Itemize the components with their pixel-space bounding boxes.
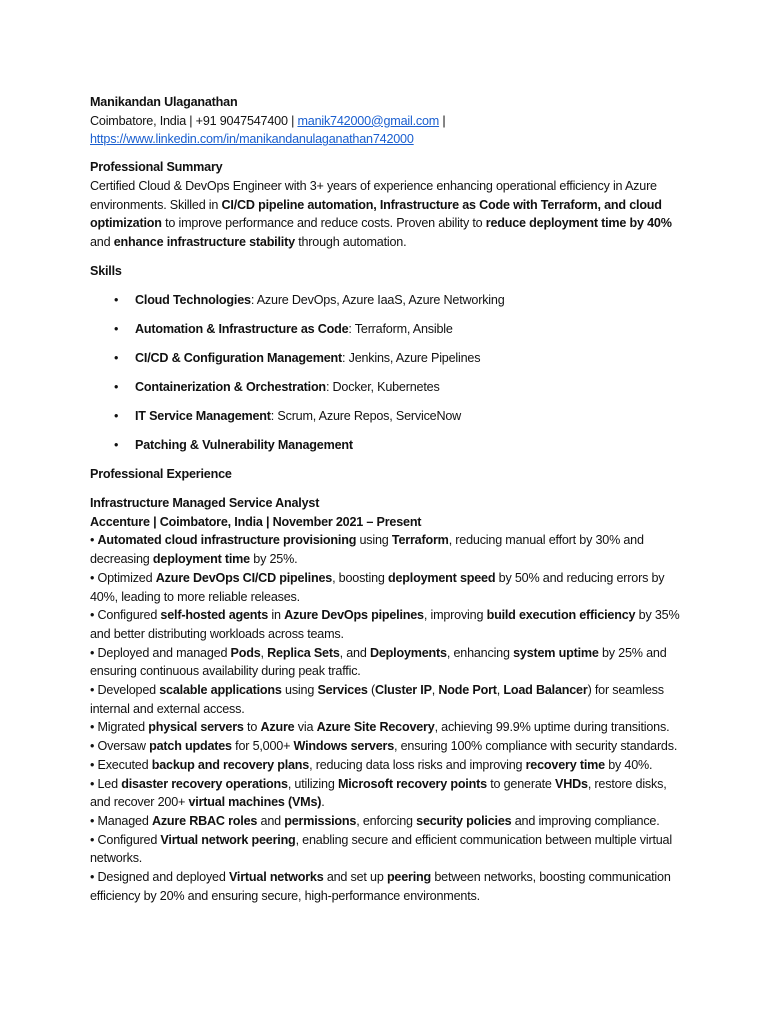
bold-text: Automated cloud infrastructure provisioning [97,533,357,548]
text-run: • Configured [90,608,161,623]
text-run: • Managed [90,813,152,828]
experience-bullet [90,812,690,831]
bold-text: Azure DevOps pipelines [284,608,424,623]
bold-text: Virtual networks [228,870,324,885]
text-run: by 25%. [250,552,298,567]
bold-text: Azure Site Recovery [316,720,435,735]
job-company-line: Accenture | Coimbatore, India | November 2021 – Present [90,514,422,529]
text-run: , [260,645,268,660]
bold-text: recovery time [525,757,605,772]
text-run: by 50% and reducing errors by 40%, leading to more reliable releases. [90,570,665,604]
text-run: and [257,813,285,828]
text-run: • Executed [90,757,152,772]
skill-item [90,291,690,310]
bold-text: reduce deployment time by 40% [485,216,672,231]
experience-bullet [90,644,690,681]
bold-text: virtual machines (VMs) [188,795,322,810]
text-run: • Migrated [90,720,149,735]
bold-text: deployment time [152,552,250,567]
skill-value: : Azure DevOps, Azure IaaS, Azure Networking [250,293,505,308]
text-run: to improve performance and reduce costs. Proven ability to [161,216,486,231]
text-run: , and [339,645,370,660]
bold-text: VHDs [555,776,588,791]
text-run: through automation. [294,234,407,249]
bold-text: CI/CD pipeline automation, Infrastructure as Code with Terraform, and cloud optimization [90,197,662,231]
bold-text: Virtual network peering [160,832,296,847]
text-run: ( [367,683,375,698]
text-run: using [281,683,318,698]
bold-text: Azure [260,720,295,735]
skills-heading: Skills [90,263,122,278]
bold-text: Microsoft recovery points [337,776,487,791]
text-run: • Developed [90,683,160,698]
experience-bullet [90,718,690,737]
experience-bullet [90,868,690,905]
text-run: • [90,533,98,548]
text-run: • Oversaw [90,739,150,754]
text-run: , reducing data loss risks and improving [309,757,526,772]
bold-text: Terraform [391,533,449,548]
bold-text: system uptime [513,645,599,660]
bold-text: Load Balancer [503,683,588,698]
text-run: and set up [323,870,387,885]
experience-bullet [90,737,690,756]
bold-text: security policies [416,813,512,828]
bold-text: physical servers [148,720,244,735]
contact-line [90,112,690,131]
text-run: , [496,683,504,698]
skill-item [90,320,690,339]
skill-value: : Scrum, Azure Repos, ServiceNow [270,409,462,424]
experience-bullet [90,569,690,606]
experience-heading: Professional Experience [90,467,232,482]
bold-text: scalable applications [159,683,282,698]
text-run: , reducing manual effort by 30% and decreasing [90,533,644,567]
text-run: , achieving 99.9% uptime during transitions. [434,720,670,735]
bold-text: Node Port [438,683,497,698]
text-run: Certified Cloud & DevOps Engineer with 3+ years of experience enhancing operational efficiency in Azure environments. Skilled in [90,178,657,212]
skill-label: IT Service Management [135,409,271,424]
summary-text [90,177,690,252]
text-run: and [90,234,114,249]
bold-text: Cluster IP [374,683,432,698]
skill-item [90,407,690,426]
bold-text: Windows servers [293,739,395,754]
text-run: by 35% and better distributing workloads across teams. [90,608,680,641]
text-run: , boosting [332,570,388,585]
job-title: Infrastructure Managed Service Analyst [90,496,320,511]
text-run: by 25% and ensuring continuous availability during peak traffic. [90,645,667,679]
bullet-icon: • [114,322,119,337]
bold-text: backup and recovery plans [151,757,310,772]
experience-bullet [90,775,690,812]
bold-text: Azure DevOps CI/CD pipelines [155,570,333,585]
text-run: to generate [486,776,556,791]
email-link[interactable]: manik742000@gmail.com [297,113,440,128]
text-run: using [356,533,392,548]
experience-bullet [90,756,690,775]
location-phone: Coimbatore, India | +91 9047547400 | [90,113,295,128]
bold-text: Services [317,683,368,698]
bold-text: Azure RBAC roles [151,813,258,828]
bullet-icon: • [114,293,119,308]
skill-label: CI/CD & Configuration Management [135,351,342,366]
bullet-icon: • [114,409,119,424]
bold-text: permissions [284,813,357,828]
text-run: , restore disks, and recover 200+ [90,776,667,810]
separator: | [442,113,446,128]
text-run: and improving compliance. [511,813,660,828]
text-run: , ensuring 100% compliance with security standards. [394,739,678,754]
bold-text: Replica Sets [267,645,340,660]
bullet-icon: • [114,351,119,366]
text-run: • Deployed and managed [90,645,231,660]
text-run: via [294,720,317,735]
skill-value: : Docker, Kubernetes [325,380,440,395]
linkedin-link[interactable]: https://www.linkedin.com/in/manikandanulaganathan742000 [90,132,414,147]
bullet-icon: • [114,380,119,395]
linkedin-line [90,130,690,149]
text-run: ) for seamless internal and external access. [90,683,664,716]
text-run: • Configured [90,832,161,847]
skill-item [90,378,690,397]
bold-text: disaster recovery operations [121,776,288,791]
resume-content [90,93,690,906]
bold-text: patch updates [149,739,232,754]
text-run: • Designed and deployed [90,870,229,885]
bold-text: Pods [230,645,261,660]
bold-text: peering [386,870,432,885]
text-run: • Led [90,776,122,791]
experience-bullet [90,681,690,718]
skill-label: Patching & Vulnerability Management [135,438,353,453]
text-run: , utilizing [287,776,338,791]
bold-text: deployment speed [387,570,496,585]
candidate-name: Manikandan Ulaganathan [90,95,238,109]
bold-text: enhance infrastructure stability [113,234,295,249]
text-run: to [243,720,261,735]
experience-bullet [90,531,690,568]
bullet-icon: • [114,438,119,453]
text-run: for 5,000+ [231,739,294,754]
experience-bullets [90,531,690,905]
skill-label: Containerization & Orchestration [135,380,326,395]
text-run: , enabling secure and efficient communication between multiple virtual networks. [90,832,672,866]
skill-label: Cloud Technologies [135,293,251,308]
bold-text: build execution efficiency [486,608,636,623]
skills-list [90,291,690,455]
summary-heading: Professional Summary [90,160,223,175]
text-run: , enforcing [356,813,417,828]
experience-bullet [90,831,690,868]
text-run: . [321,795,325,810]
bold-text: self-hosted agents [160,608,269,623]
text-run: in [268,608,285,623]
text-run: by 40%. [604,757,653,772]
text-run: between networks, boosting communication efficiency by 20% and ensuring secure, high-performance environments. [90,870,671,903]
skill-item [90,436,690,455]
bold-text: Deployments [369,645,447,660]
experience-bullet [90,606,690,643]
skill-value: : Jenkins, Azure Pipelines [342,351,481,366]
skill-item [90,349,690,368]
text-run: , [431,683,439,698]
text-run: , improving [423,608,487,623]
skill-value: : Terraform, Ansible [348,322,453,337]
text-run: , enhancing [446,645,514,660]
text-run: • Optimized [90,570,156,585]
skill-label: Automation & Infrastructure as Code [135,322,349,337]
